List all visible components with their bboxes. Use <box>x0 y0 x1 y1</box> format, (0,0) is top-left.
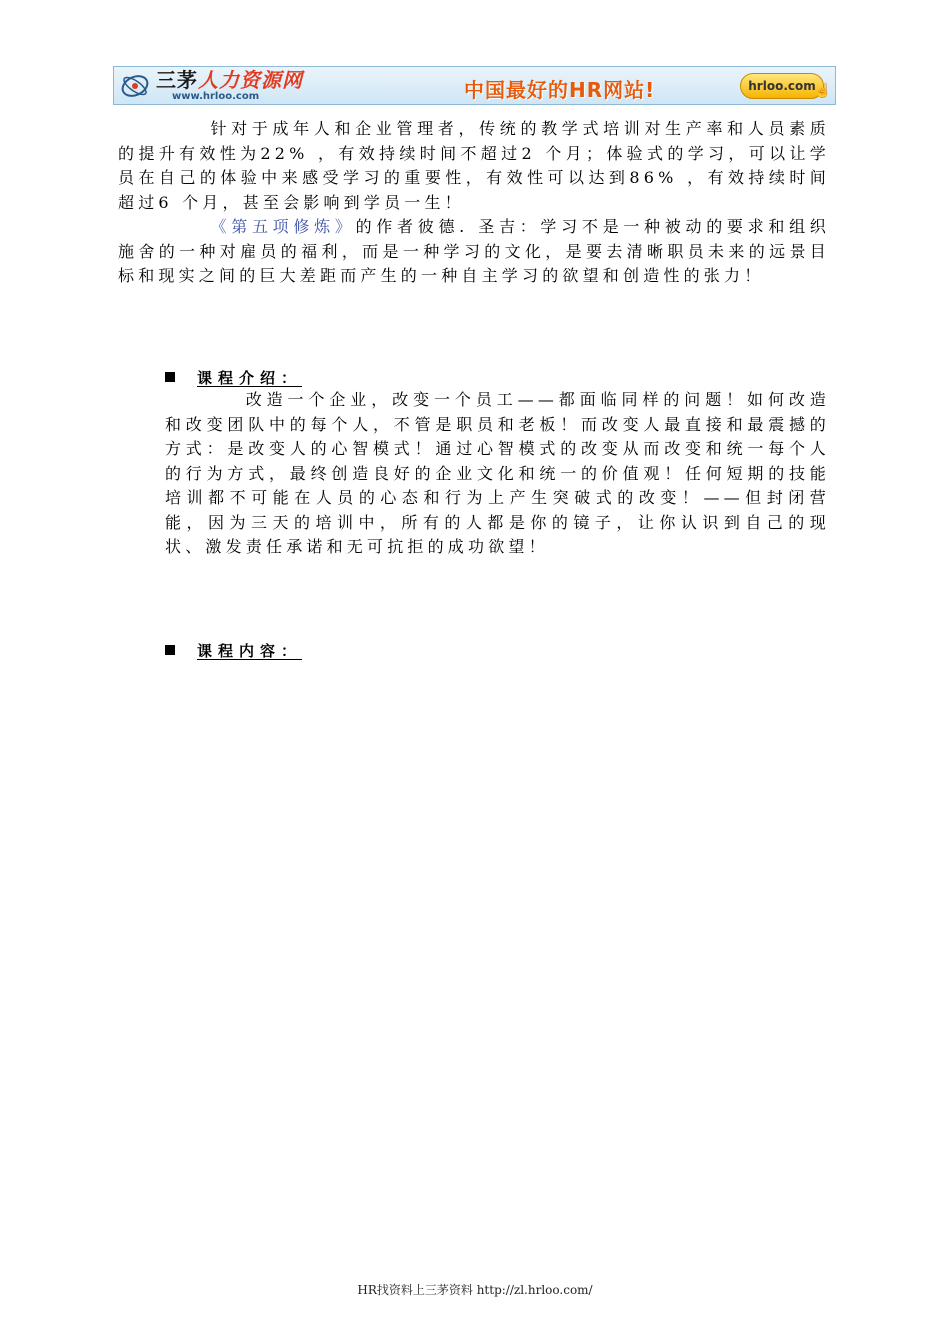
page-footer: HR找资料上三茅资料 http://zl.hrloo.com/ <box>357 1283 593 1297</box>
intro-paragraph-text: 针对于成年人和企业管理者，传统的教学式培训对生产率和人员素质的提升有效性为22% ，有效持续时间不超过2 个月；体验式的学习，可以让学员在自己的体验中来感受学习的重要性，有效性可以达到86% ，有效持续时间超过6 个月，甚至会影响到学员一生！ <box>118 119 830 212</box>
quote-paragraph <box>118 215 830 289</box>
brand-name <box>156 69 303 91</box>
logo-icon <box>120 71 150 101</box>
brand-name-part1: 三茅 <box>156 68 198 92</box>
section-heading-text: 课程介绍： <box>197 369 303 387</box>
course-intro-paragraph <box>165 388 830 560</box>
course-intro-paragraph-text: 改造一个企业，改变一个员工——都面临同样的问题！如何改造和改变团队中的每个人，不管是职员和老板！而改变人最直接和最震撼的方式：是改变人的心智模式！通过心智模式的改变从而改变和统一每个人的行为方式，最终创造良好的企业文化和统一的价值观！任何短期的技能培训都不可能在人员的心态和行为上产生突破式的改变！——但封闭营能，因为三天的培训中，所有的人都是你的镜子，让你认识到自己的现状、激发责任承诺和无可抗拒的成功欲望！ <box>165 390 830 556</box>
site-link-button[interactable]: hrloo.com <box>740 73 824 99</box>
book-title: 《第五项修炼》 <box>210 217 356 236</box>
hand-cursor-icon: ☝ <box>814 83 832 99</box>
section-heading-course-intro <box>165 367 302 388</box>
intro-paragraph <box>118 117 830 215</box>
quote-paragraph-text: 的作者彼德. 圣吉：学习不是一种被动的要求和组织施舍的一种对雇员的福利，而是一种学习的文化，是要去清晰职员未来的远景目标和现实之间的巨大差距而产生的一种自主学习的欲望和创造性的张力！ <box>118 217 830 285</box>
banner-slogan: 中国最好的HR网站! <box>464 78 656 102</box>
square-bullet-icon <box>165 372 175 382</box>
header-banner[interactable] <box>113 66 836 105</box>
brand-url: www.hrloo.com <box>172 91 260 102</box>
square-bullet-icon <box>165 645 175 655</box>
section-heading-text: 课程内容： <box>197 642 303 660</box>
section-heading-course-content <box>165 640 302 661</box>
brand-name-part2: 人力资源网 <box>198 68 303 92</box>
